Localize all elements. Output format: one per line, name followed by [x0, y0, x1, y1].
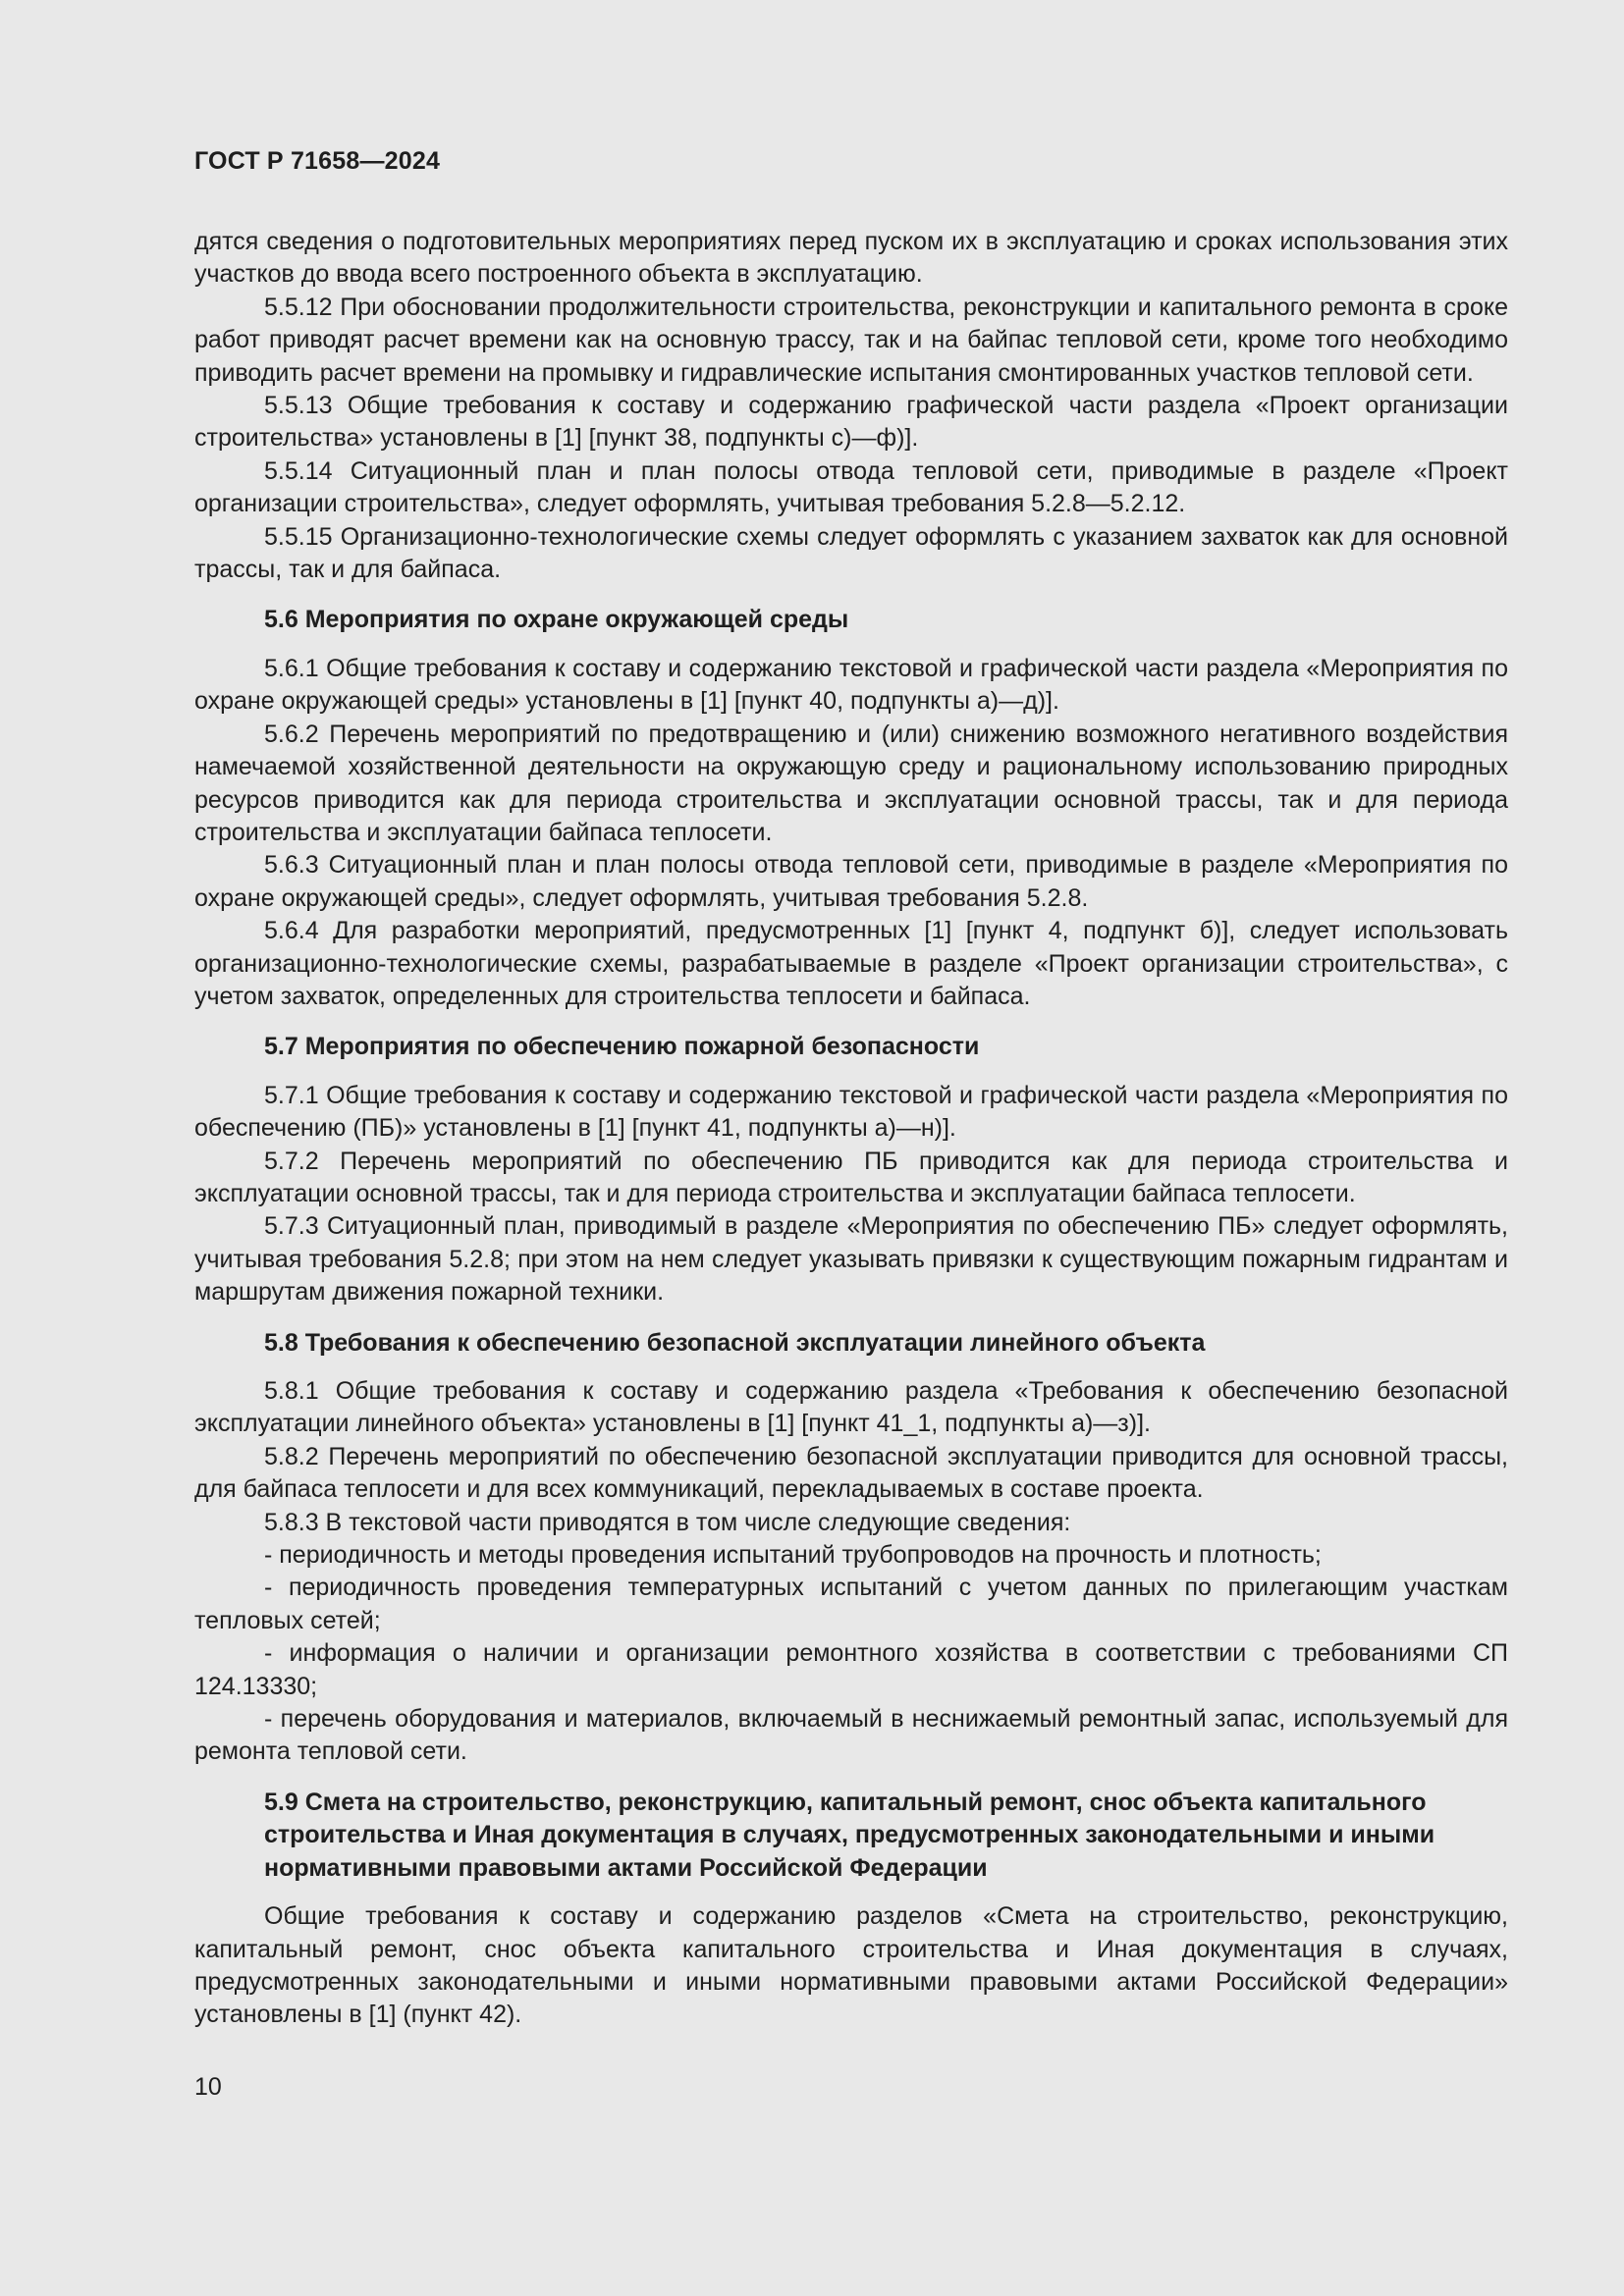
section-heading: 5.9 Смета на строительство, реконструкцию, капитальный ремонт, снос объекта капитального строительства и Иная документация в случаях, предусмотренных законодательными и иными нормативными правовыми актами Российской Федерации: [264, 1788, 1435, 1882]
paragraph: 5.8.2 Перечень мероприятий по обеспечению безопасной эксплуатации приводится для основной трассы, для байпаса теплосети и для всех коммуникаций, перекладываемых в составе проекта.: [194, 1442, 1508, 1504]
paragraph: 5.6.2 Перечень мероприятий по предотвращению и (или) снижению возможного негативного воздействия намечаемой хозяйственной деятельности на окружающую среду и рациональному использованию природных ресурсов приводится как для периода строительства и эксплуатации основной трассы, так и для периода строительства и эксплуатации байпаса теплосети.: [194, 720, 1508, 846]
paragraph: 5.8.3 В текстовой части приводятся в том числе следующие сведения:: [264, 1508, 1071, 1536]
paragraph: 5.8.1 Общие требования к составу и содержанию раздела «Требования к обеспечению безопасной эксплуатации линейного объекта» установлены в [1] [пункт 41_1, подпункты а)—з)].: [194, 1377, 1508, 1438]
section-heading: 5.8 Требования к обеспечению безопасной эксплуатации линейного объекта: [264, 1328, 1206, 1357]
document-header-standard: ГОСТ Р 71658—2024: [194, 147, 441, 175]
paragraph: 5.5.15 Организационно-технологические схемы следует оформлять с указанием захваток как для основной трассы, так и для байпаса.: [194, 522, 1508, 584]
paragraph: 5.5.12 При обосновании продолжительности строительства, реконструкции и капитального ремонта в сроке работ приводят расчет времени как на основную трассу, так и на байпас тепловой сети, кроме того необходимо приводить расчет времени на промывку и гидравлические испытания смонтированных участков тепловой сети.: [194, 293, 1508, 387]
paragraph: 5.6.3 Ситуационный план и план полосы отвода тепловой сети, приводимые в разделе «Мероприятия по охране окружающей среды», следует оформлять, учитывая требования 5.2.8.: [194, 851, 1508, 912]
paragraph: 5.7.2 Перечень мероприятий по обеспечению ПБ приводится как для периода строительства и эксплуатации основной трассы, так и для периода строительства и эксплуатации байпаса теплосети.: [194, 1147, 1508, 1207]
section-heading: 5.7 Мероприятия по обеспечению пожарной безопасности: [264, 1033, 980, 1061]
paragraph: дятся сведения о подготовительных мероприятиях перед пуском их в эксплуатацию и сроках использования этих участков до ввода всего построенного объекта в эксплуатацию.: [194, 228, 1508, 289]
document-body: [194, 226, 1508, 2032]
section-heading: 5.6 Мероприятия по охране окружающей среды: [264, 606, 849, 634]
paragraph: - периодичность проведения температурных испытаний с учетом данных по прилегающим участкам тепловых сетей;: [194, 1574, 1508, 1634]
page-number: 10: [194, 2073, 222, 2101]
paragraph: - перечень оборудования и материалов, включаемый в неснижаемый ремонтный запас, используемый для ремонта тепловой сети.: [194, 1705, 1508, 1766]
paragraph: 5.6.4 Для разработки мероприятий, предусмотренных [1] [пункт 4, подпункт б)], следует использовать организационно-технологические схемы, разрабатываемые в разделе «Проект организации строительства», с учетом захваток, определенных для строительства теплосети и байпаса.: [194, 917, 1508, 1010]
paragraph: - информация о наличии и организации ремонтного хозяйства в соответствии с требованиями СП 124.13330;: [194, 1639, 1508, 1700]
paragraph: 5.7.3 Ситуационный план, приводимый в разделе «Мероприятия по обеспечению ПБ» следует оформлять, учитывая требования 5.2.8; при этом на нем следует указывать привязки к существующим пожарным гидрантам и маршрутам движения пожарной техники.: [194, 1212, 1508, 1307]
paragraph: - периодичность и методы проведения испытаний трубопроводов на прочность и плотность;: [264, 1541, 1322, 1570]
paragraph: 5.6.1 Общие требования к составу и содержанию текстовой и графической части раздела «Мероприятия по охране окружающей среды» установлены в [1] [пункт 40, подпункты а)—д)].: [194, 654, 1508, 716]
paragraph: Общие требования к составу и содержанию разделов «Смета на строительство, реконструкцию, капитальный ремонт, снос объекта капитального строительства и Иная документация в случаях, предусмотренных законодательными и иными нормативными правовыми актами Российской Федерации» установлены в [1] (пункт 42).: [194, 1902, 1508, 2029]
paragraph: 5.5.13 Общие требования к составу и содержанию графической части раздела «Проект организации строительства» установлены в [1] [пункт 38, подпункты с)—ф)].: [194, 392, 1508, 453]
paragraph: 5.5.14 Ситуационный план и план полосы отвода тепловой сети, приводимые в разделе «Проект организации строительства», следует оформлять, учитывая требования 5.2.8—5.2.12.: [194, 456, 1508, 518]
paragraph: 5.7.1 Общие требования к составу и содержанию текстовой и графической части раздела «Мероприятия по обеспечению (ПБ)» установлены в [1] [пункт 41, подпункты а)—н)].: [194, 1081, 1508, 1143]
